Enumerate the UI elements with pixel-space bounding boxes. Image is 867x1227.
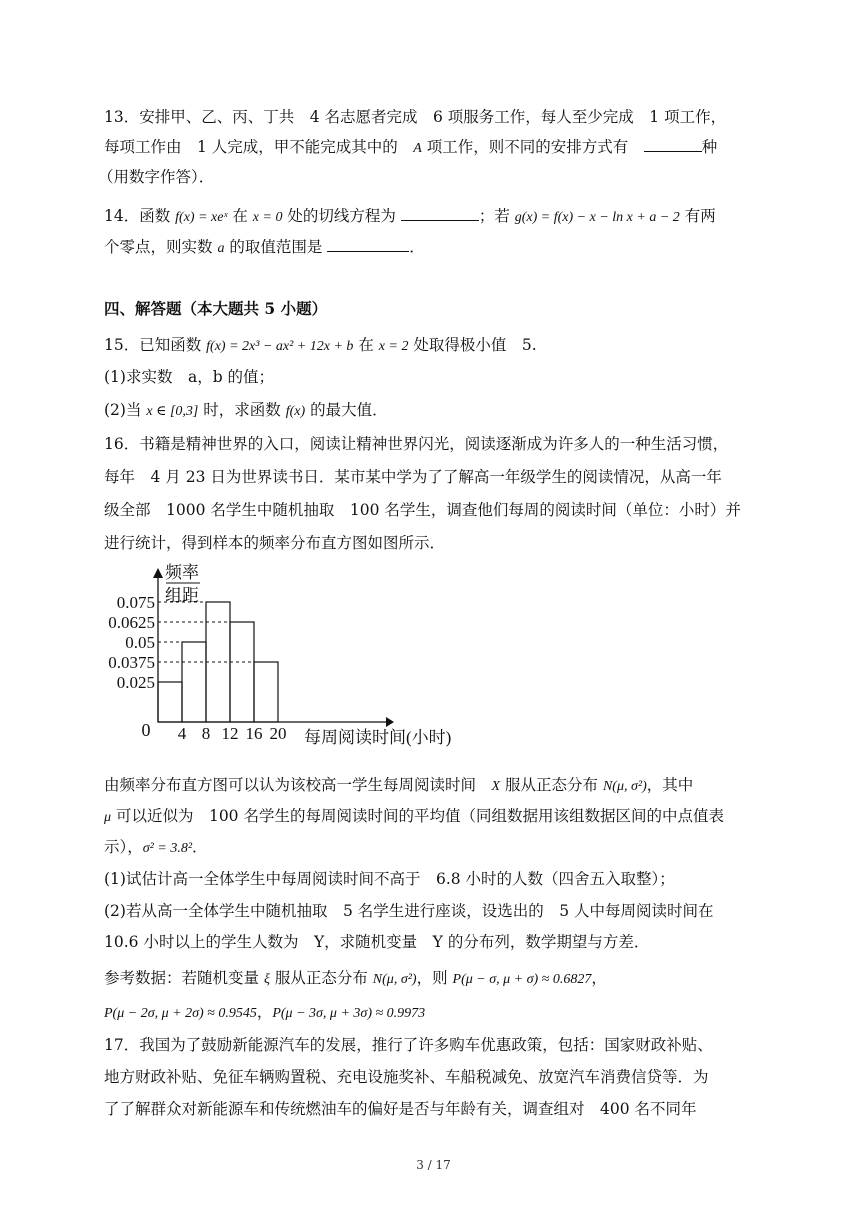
page-number: 3 / 17 <box>416 1158 451 1172</box>
q13-var-a: A <box>413 141 422 156</box>
q16-after-text-b: 服从正态分布 <box>500 776 603 794</box>
q17-line2: 地方财政补贴、免征车辆购置税、充电设施奖补、车船税减免、放宽汽车消费信贷等．为 <box>104 1068 709 1086</box>
q14-tangent-blank[interactable] <box>401 206 479 221</box>
q17-line3: 了了解群众对新能源车和传统燃油车的偏好是否与年龄有关，调查组对 400 名不同年 <box>104 1100 697 1118</box>
q16-after-text-a: 由频率分布直方图可以认为该校高一学生每周阅读时间 <box>104 776 492 794</box>
x-tick-label-2: 12 <box>221 724 239 743</box>
q14-text-c: 处的切线方程为 <box>282 207 401 225</box>
y-tick-label-4: 0.025 <box>116 673 155 692</box>
q13-answer-blank[interactable] <box>644 137 702 152</box>
q16-ref-p2: P(μ − 2σ, μ + 2σ) ≈ 0.9545 <box>104 1006 257 1021</box>
origin-label: 0 <box>141 720 151 740</box>
section-heading: 四、解答题（本大题共 5 小题） <box>104 299 328 318</box>
q15-part2 <box>104 399 388 423</box>
q16-after-text-f: ． <box>192 838 208 856</box>
q15-p2-text-a: (2)当 <box>104 401 147 419</box>
frequency-histogram <box>96 556 476 752</box>
q13-line2 <box>104 136 717 160</box>
q16-mu: μ <box>104 810 112 825</box>
q15-text-b: 在 <box>353 336 379 354</box>
q16-ref-p1: P(μ − σ, μ + σ) ≈ 0.6827 <box>452 972 592 987</box>
q14-text-e: 有两 <box>679 207 716 225</box>
q14-formula-x0: x = 0 <box>252 210 283 225</box>
q16-ref-line2 <box>104 1001 425 1025</box>
y-label-bottom: 组距 <box>165 586 199 605</box>
q16-ref-normal: N(μ, σ²) <box>372 972 417 987</box>
q15-part1: (1)求实数 a，b 的值； <box>104 368 275 386</box>
y-tick-label-2: 0.05 <box>125 633 155 652</box>
q16-ref-sep: ， <box>256 1003 273 1021</box>
x-tick-label-3: 16 <box>245 724 263 743</box>
q14-var-a: a <box>217 241 225 256</box>
q14-range-blank[interactable] <box>327 237 409 252</box>
q16-line3: 级全部 1000 名学生中随机抽取 100 名学生，调查他们每周的阅读时间（单位：小时）并 <box>104 501 741 519</box>
q16-line4: 进行统计，得到样本的频率分布直方图如图所示． <box>104 534 446 552</box>
q13-text-a: 每项工作由 1 人完成，甲不能完成其中的 <box>104 138 414 156</box>
q15-p2-func: f(x) <box>285 404 306 419</box>
q16-after-text-d: 可以近似为 100 名学生的每周阅读时间的平均值（同组数据用该组数据区间的中点值表 <box>111 807 724 825</box>
q16-part1: (1)试估计高一全体学生中每周阅读时间不高于 6.8 小时的人数（四舍五入取整）； <box>104 870 675 888</box>
q16-line1: 16．书籍是精神世界的入口，阅读让精神世界闪光，阅读逐渐成为许多人的一种生活习惯， <box>104 435 729 453</box>
q16-ref-text-c: ，则 <box>416 969 453 987</box>
q16-ref-text-b: 服从正态分布 <box>269 969 373 987</box>
y-axis-arrow <box>153 568 163 578</box>
histogram-bar-4 <box>254 662 278 722</box>
x-tick-label-0: 4 <box>177 724 187 743</box>
q14-text-h: ． <box>409 238 425 256</box>
q16-ref-line1 <box>104 967 607 991</box>
q16-ref-text-d: ， <box>591 969 607 987</box>
q16-after-line2 <box>104 805 724 829</box>
q16-after-line3 <box>104 836 208 860</box>
q14-text-a: 14．函数 <box>104 207 176 225</box>
q14-text-f: 个零点，则实数 <box>104 238 218 256</box>
q16-line2: 每年 4 月 23 日为世界读书日．某市某中学为了了解高一年级学生的阅读情况，从高一年 <box>104 468 722 486</box>
q16-var-X: X <box>491 779 501 794</box>
q14-formula-f: f(x) = xeˣ <box>175 210 228 225</box>
q15-p2-text-c: 的最大值． <box>305 401 388 419</box>
q13-text-c: 种 <box>701 138 718 156</box>
q16-ref-p3: P(μ − 3σ, μ + 3σ) ≈ 0.9973 <box>272 1006 426 1021</box>
q16-ref-text-a: 参考数据：若随机变量 <box>104 969 264 987</box>
y-tick-label-0: 0.075 <box>116 593 155 612</box>
y-label-top: 频率 <box>165 563 199 582</box>
q15-p2-text-b: 时，求函数 <box>198 401 286 419</box>
x-axis-arrow <box>386 717 394 727</box>
q16-after-text-c: ，其中 <box>646 776 694 794</box>
q15-text-a: 15．已知函数 <box>104 336 207 354</box>
q16-ref-xi: ξ <box>263 972 270 987</box>
q16-after-line1 <box>104 774 693 798</box>
histogram-bar-3 <box>230 622 254 722</box>
q14-text-g: 的取值范围是 <box>224 238 328 256</box>
x-tick-label-1: 8 <box>201 724 211 743</box>
q15-text-c: 处取得极小值 5. <box>408 336 537 354</box>
q14-line1 <box>104 205 716 229</box>
q14-text-d: ；若 <box>478 207 515 225</box>
q15-line1 <box>104 334 537 358</box>
histogram-bar-0 <box>158 682 182 722</box>
y-tick-label-3: 0.0375 <box>108 653 155 672</box>
histogram-bar-1 <box>182 642 206 722</box>
q16-part2b: 10.6 小时以上的学生人数为 Y，求随机变量 Y 的分布列，数学期望与方差． <box>104 933 650 951</box>
q16-normal-dist: N(μ, σ²) <box>602 779 647 794</box>
q15-formula-x2: x = 2 <box>378 339 409 354</box>
q13-text-b: 项工作，则不同的安排方式有 <box>421 138 644 156</box>
x-tick-label-4: 20 <box>269 724 287 743</box>
q15-formula-f: f(x) = 2x³ − ax² + 12x + b <box>206 339 354 354</box>
q16-after-text-e: 示）， <box>104 838 143 856</box>
q14-line2 <box>104 236 425 260</box>
q13-line3: （用数字作答）． <box>98 168 215 186</box>
x-axis-label: 每周阅读时间(小时) <box>304 728 452 747</box>
q17-line1: 17．我国为了鼓励新能源汽车的发展，推行了许多购车优惠政策，包括：国家财政补贴、 <box>104 1036 713 1054</box>
q15-p2-interval: x ∈ [0,3] <box>146 404 199 419</box>
q14-text-b: 在 <box>227 207 253 225</box>
q14-formula-g: g(x) = f(x) − x − ln x + a − 2 <box>514 210 680 225</box>
q16-part2a: (2)若从高一全体学生中随机抽取 5 名学生进行座谈，设选出的 5 人中每周阅读时间在 <box>104 902 714 920</box>
q13-line1: 13．安排甲、乙、丙、丁共 4 名志愿者完成 6 项服务工作，每人至少完成 1 项工作， <box>104 108 727 126</box>
y-tick-label-1: 0.0625 <box>108 613 155 632</box>
q16-sigma: σ² = 3.8² <box>142 841 193 856</box>
